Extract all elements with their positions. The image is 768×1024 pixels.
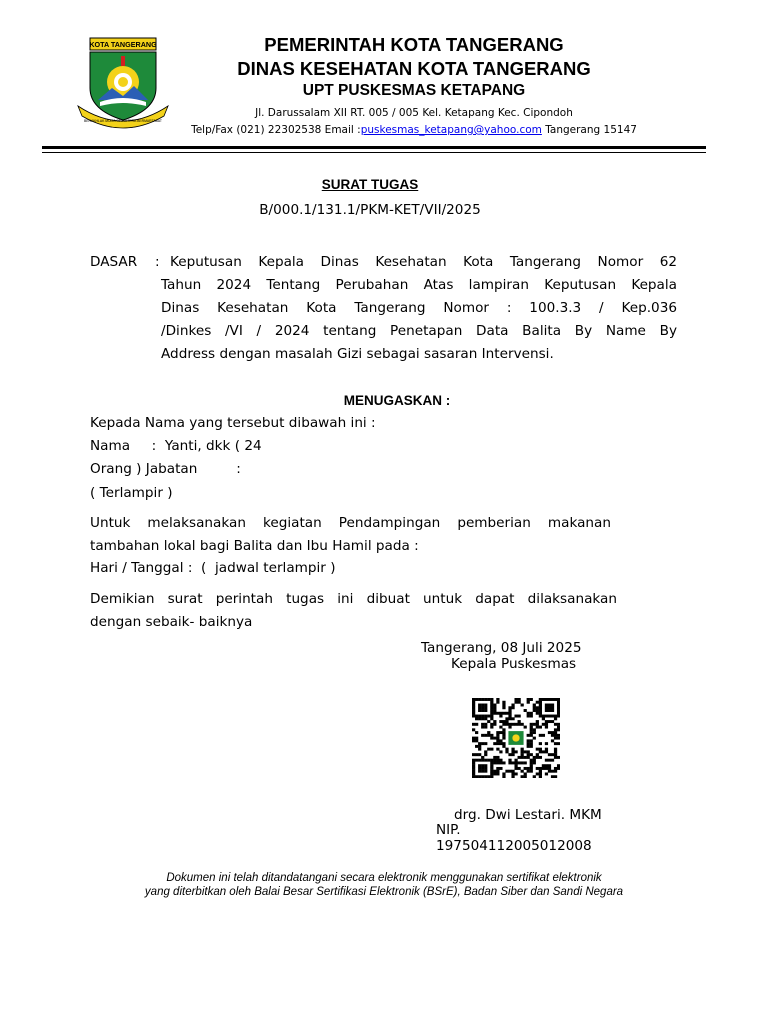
logo-caption: KOTA TANGERANG <box>89 40 157 49</box>
letter-title: SURAT TUGAS <box>321 177 419 192</box>
nip-label: NIP. <box>436 822 461 838</box>
nip-number: 197504112005012008 <box>436 838 592 854</box>
city-logo <box>74 36 172 130</box>
contact-line <box>120 124 708 136</box>
untuk-line: Untuk melaksanakan kegiatan Pendampingan pemberian makanan <box>90 515 611 531</box>
footer-line: Dokumen ini telah ditandatangani secara elektronik menggunakan sertifikat elektronik <box>166 872 602 884</box>
dasar-colon: : <box>155 254 160 270</box>
contact-prefix: Telp/Fax (021) 22302538 Email : <box>191 124 361 136</box>
agency-name: PEMERINTAH KOTA TANGERANG <box>264 34 564 55</box>
header-rule-thin <box>42 152 706 153</box>
dasar-line: Dinas Kesehatan Kota Tangerang Nomor : 100.3.3 / Kep.036 <box>161 300 677 316</box>
terlampir-line: ( Terlampir ) <box>90 485 173 501</box>
unit-name: UPT PUSKESMAS KETAPANG <box>302 82 526 99</box>
address: Jl. Darussalam XII RT. 005 / 005 Kel. Ketapang Kec. Cipondoh <box>255 107 573 119</box>
footer-line: yang diterbitkan oleh Balai Besar Sertifikasi Elektronik (BSrE), Badan Siber dan Sandi Negara <box>144 886 624 898</box>
dasar-line: Keputusan Kepala Dinas Kesehatan Kota Tangerang Nomor 62 <box>170 254 677 270</box>
header-rule-thick <box>42 146 706 149</box>
contact-suffix: Tangerang 15147 <box>541 124 637 136</box>
letter-number: B/000.1/131.1/PKM-KET/VII/2025 <box>259 202 481 218</box>
hari-line: Hari / Tanggal : ( jadwal terlampir ) <box>90 560 336 576</box>
kepada-line: Kepada Nama yang tersebut dibawah ini : <box>90 415 376 431</box>
menugaskan-heading: MENUGASKAN : <box>343 393 451 408</box>
untuk-line: tambahan lokal bagi Balita dan Ibu Hamil pada : <box>90 538 419 554</box>
dasar-line: /Dinkes /VI / 2024 tentang Penetapan Data Balita By Name By <box>161 323 677 339</box>
logo-ribbon: BERAKHLAK MULIA SEJAHTERA BERMARTABAT <box>83 119 163 123</box>
demikian-line: Demikian surat perintah tugas ini dibuat untuk dapat dilaksanakan <box>90 591 617 607</box>
dasar-label: DASAR <box>90 254 138 270</box>
department-name: DINAS KESEHATAN KOTA TANGERANG <box>237 58 591 79</box>
demikian-line: dengan sebaik- baiknya <box>90 614 253 630</box>
qr-code-icon <box>472 698 560 778</box>
place-date: Tangerang, 08 Juli 2025 <box>421 640 582 656</box>
nama-line: Nama : Yanti, dkk ( 24 <box>90 438 262 454</box>
email-link[interactable]: puskesmas_ketapang@yahoo.com <box>360 124 542 136</box>
jabatan-line: Orang ) Jabatan : <box>90 461 241 477</box>
dasar-line: Tahun 2024 Tentang Perubahan Atas lampiran Keputusan Kepala <box>161 277 677 293</box>
signer-position: Kepala Puskesmas <box>451 656 577 672</box>
signer-name: drg. Dwi Lestari. MKM <box>454 807 602 823</box>
dasar-line: Address dengan masalah Gizi sebagai sasaran Intervensi. <box>161 346 554 362</box>
